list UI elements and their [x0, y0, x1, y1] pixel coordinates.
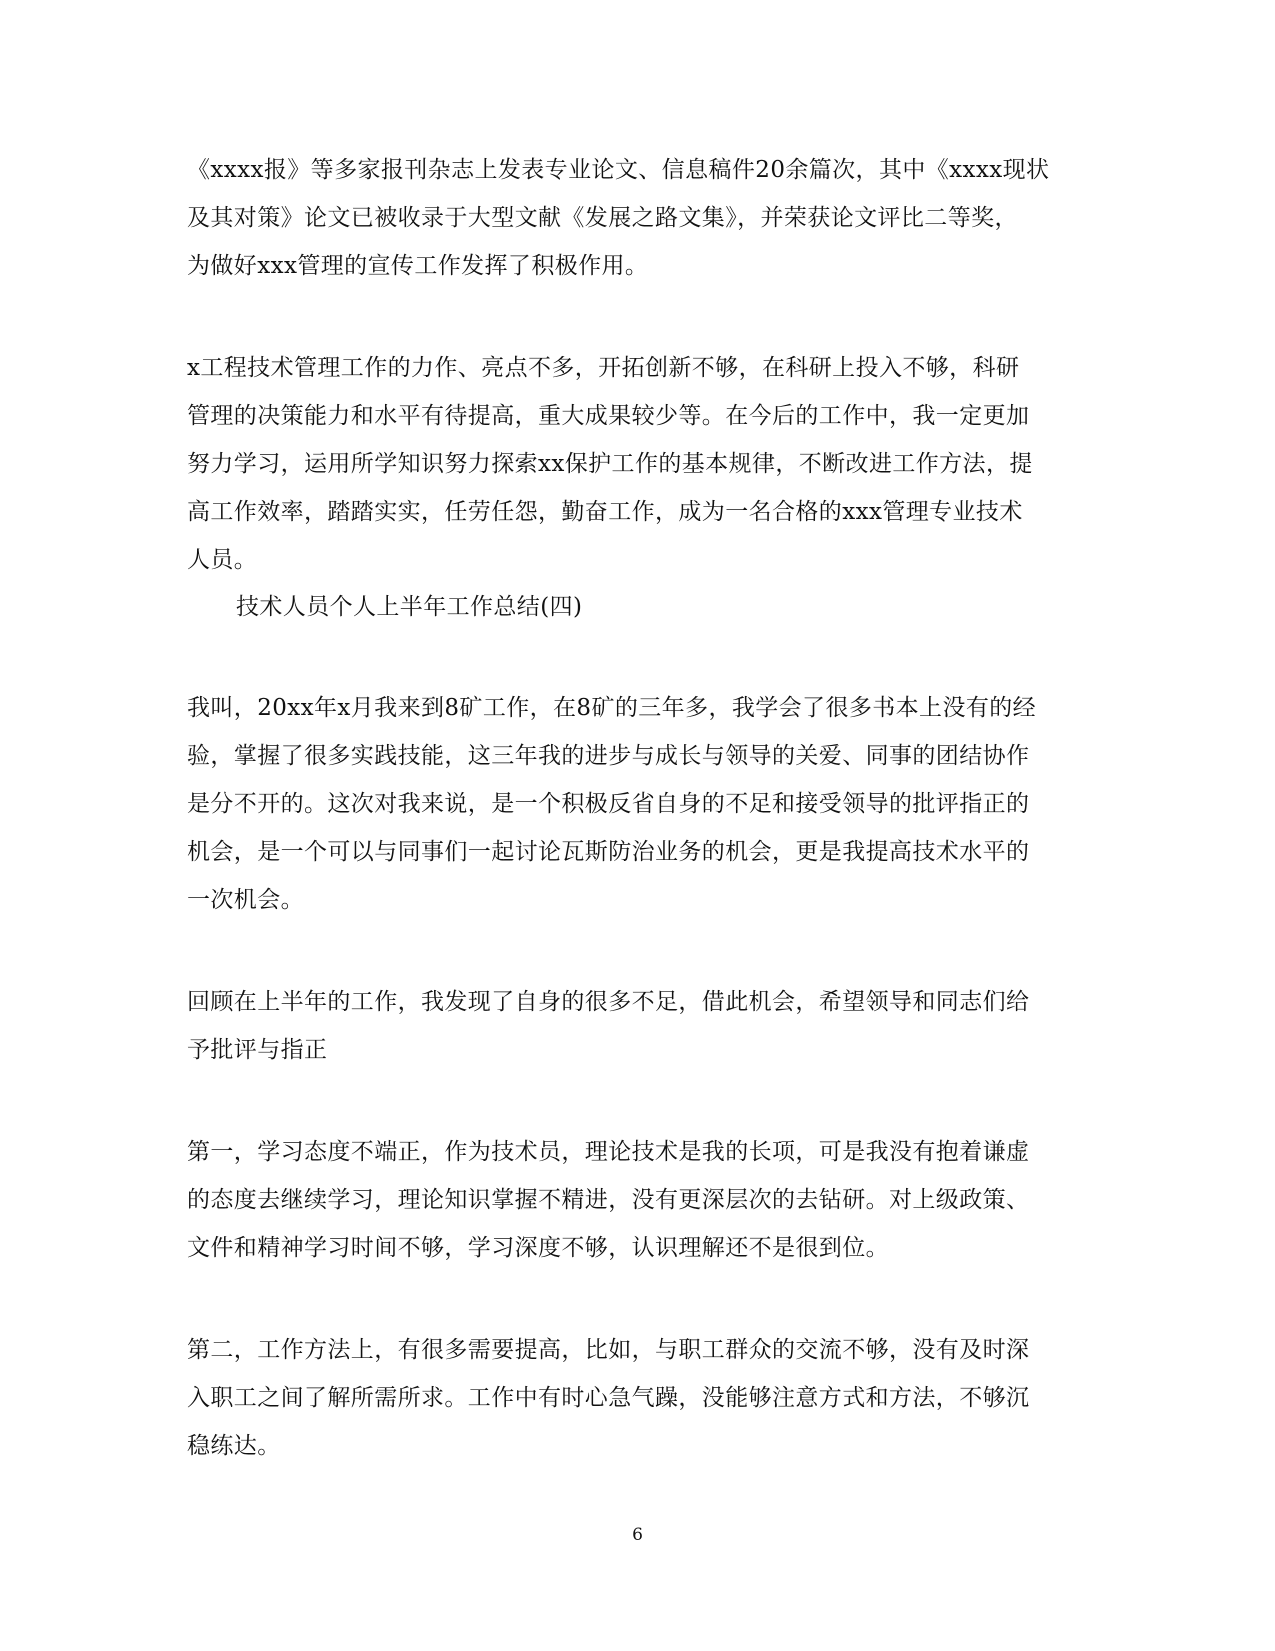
paragraph-line: 为做好xxx管理的宣传工作发挥了积极作用。 [187, 253, 649, 279]
paragraph-line: 机会，是一个可以与同事们一起讨论瓦斯防治业务的机会，更是我提高技术水平的 [187, 839, 1030, 865]
paragraph-line: 一次机会。 [187, 887, 304, 913]
paragraph-line: 第二，工作方法上，有很多需要提高，比如，与职工群众的交流不够，没有及时深 [187, 1337, 1030, 1363]
paragraph-line: 第一，学习态度不端正，作为技术员，理论技术是我的长项，可是我没有抱着谦虚 [187, 1139, 1030, 1165]
paragraph-line: 回顾在上半年的工作，我发现了自身的很多不足，借此机会，希望领导和同志们给 [187, 989, 1030, 1015]
paragraph-line: 文件和精神学习时间不够，学习深度不够，认识理解还不是很到位。 [187, 1235, 889, 1261]
paragraph-line: 及其对策》论文已被收录于大型文献《发展之路文集》，并荣获论文评比二等奖， [187, 205, 1018, 231]
paragraph-line: 努力学习，运用所学知识努力探索xx保护工作的基本规律，不断改进工作方法，提 [187, 451, 1033, 477]
paragraph-line: 的态度去继续学习，理论知识掌握不精进，没有更深层次的去钻研。对上级政策、 [187, 1187, 1030, 1213]
paragraph-line: x工程技术管理工作的力作、亮点不多，开拓创新不够，在科研上投入不够，科研 [187, 355, 1020, 381]
paragraph-line: 我叫，20xx年x月我来到8矿工作，在8矿的三年多，我学会了很多书本上没有的经 [187, 695, 1037, 721]
paragraph-line: 是分不开的。这次对我来说，是一个积极反省自身的不足和接受领导的批评指正的 [187, 791, 1030, 817]
paragraph-line: 人员。 [187, 547, 258, 573]
paragraph-line: 入职工之间了解所需所求。工作中有时心急气躁，没能够注意方式和方法，不够沉 [187, 1385, 1030, 1411]
paragraph-line: 高工作效率，踏踏实实，任劳任怨，勤奋工作，成为一名合格的xxx管理专业技术 [187, 499, 1023, 525]
section-heading: 技术人员个人上半年工作总结(四) [236, 594, 583, 620]
page-number: 6 [632, 1525, 643, 1545]
paragraph-line: 予批评与指正 [187, 1037, 328, 1063]
paragraph-line: 《xxxx报》等多家报刊杂志上发表专业论文、信息稿件20余篇次，其中《xxxx现状 [187, 157, 1050, 183]
paragraph-line: 管理的决策能力和水平有待提高，重大成果较少等。在今后的工作中，我一定更加 [187, 403, 1030, 429]
paragraph-line: 稳练达。 [187, 1433, 281, 1459]
paragraph-line: 验，掌握了很多实践技能，这三年我的进步与成长与领导的关爱、同事的团结协作 [187, 743, 1030, 769]
